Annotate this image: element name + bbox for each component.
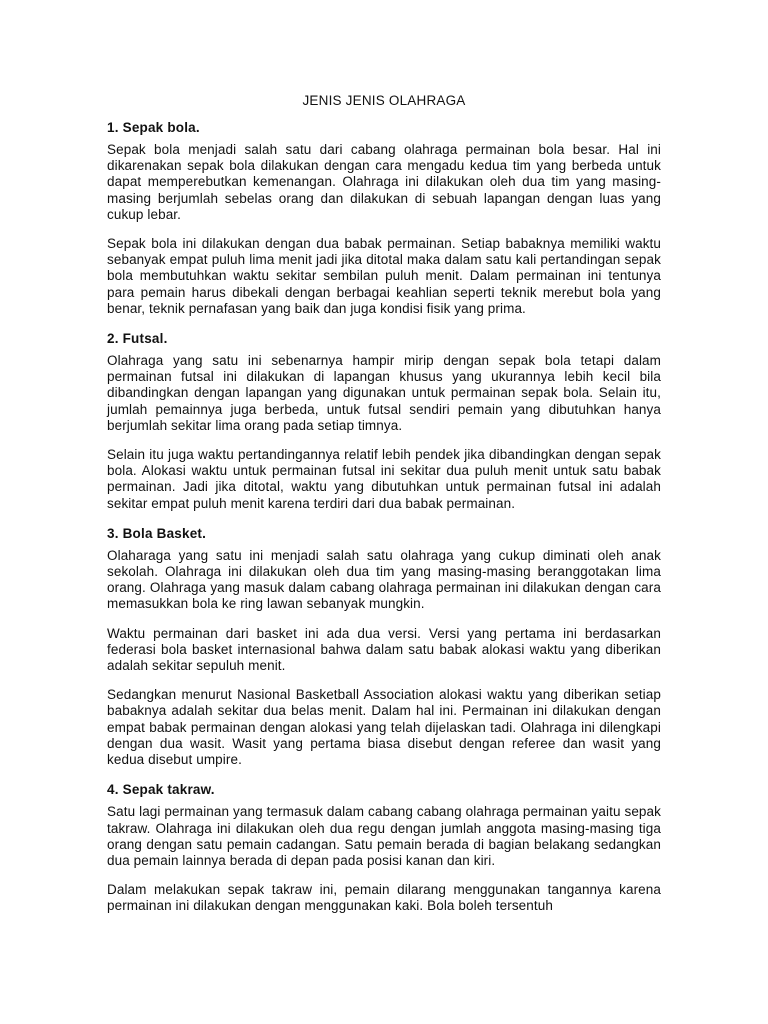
paragraph: Satu lagi permainan yang termasuk dalam cabang cabang olahraga permainan yaitu sepak takraw. Olahraga ini dilakukan oleh dua regu dengan jumlah anggota masing-masing tiga orang dengan satu pemain cadangan. Satu pemain berada di bagian belakang sedangkan dua pemain lainnya berada di depan pada posisi kanan dan kiri.: [107, 804, 661, 868]
document-page: [107, 92, 661, 928]
section-futsal: [107, 330, 661, 512]
section-sepak-takraw: [107, 781, 661, 914]
paragraph: Selain itu juga waktu pertandingannya relatif lebih pendek jika dibandingkan dengan sepak bola. Alokasi waktu untuk permainan futsal ini sekitar dua puluh menit untuk satu babak permainan. Jadi jika ditotal, waktu yang dibutuhkan untuk permainan futsal ini adalah sekitar empat puluh menit karena terdiri dari dua babak permainan.: [107, 447, 661, 511]
section-heading: 4. Sepak takraw.: [107, 782, 215, 798]
section-bola-basket: [107, 525, 661, 768]
section-sepak-bola: [107, 119, 661, 317]
section-heading: 1. Sepak bola.: [107, 120, 200, 135]
paragraph: Olahraga yang satu ini sebenarnya hampir mirip dengan sepak bola tetapi dalam permainan futsal ini dilakukan di lapangan khusus yang ukurannya lebih kecil bila dibandingkan dengan lapangan yang digunakan untuk permainan sepak bola. Selain itu, jumlah pemainnya juga berbeda, untuk futsal sendiri pemain yang dibutuhkan hanya berjumlah sekitar lima orang pada setiap timnya.: [107, 353, 661, 433]
paragraph: Sedangkan menurut Nasional Basketball Association alokasi waktu yang diberikan setiap babaknya adalah sekitar dua belas menit. Dalam hal ini. Permainan ini dilakukan dengan empat babak permainan dengan alokasi yang telah dijelaskan tadi. Olahraga ini dilengkapi dengan dua wasit. Wasit yang pertama biasa disebut dengan referee dan wasit yang kedua disebut umpire.: [107, 687, 661, 768]
paragraph: Dalam melakukan sepak takraw ini, pemain dilarang menggunakan tangannya karena permainan ini dilakukan dengan menggunakan kaki. Bola boleh tersentuh: [107, 882, 661, 914]
paragraph: Waktu permainan dari basket ini ada dua versi. Versi yang pertama ini berdasarkan federasi bola basket internasional bahwa dalam satu babak alokasi waktu yang diberikan adalah sekitar sepuluh menit.: [107, 625, 661, 674]
section-heading: 2. Futsal.: [107, 331, 168, 347]
document-title: JENIS JENIS OLAHRAGA: [302, 93, 466, 108]
paragraph: Sepak bola menjadi salah satu dari cabang olahraga permainan bola besar. Hal ini dikarenakan sepak bola dilakukan dengan cara mengadu kedua tim yang berbeda untuk dapat memperebutkan kemenangan. Olahraga ini dilakukan oleh dua tim yang masing-masing berjumlah sebelas orang dan dilakukan di sebuah lapangan dengan luas yang cukup lebar.: [107, 142, 661, 222]
paragraph: Sepak bola ini dilakukan dengan dua babak permainan. Setiap babaknya memiliki waktu sebanyak empat puluh lima menit jadi jika ditotal maka dalam satu kali pertandingan sepak bola membutuhkan waktu sekitar sembilan puluh menit. Dalam permainan ini tentunya para pemain harus dibekali dengan berbagai keahlian seperti teknik merebut bola yang benar, teknik pernafasan yang baik dan juga kondisi fisik yang prima.: [107, 236, 661, 316]
section-heading: 3. Bola Basket.: [107, 525, 207, 541]
paragraph: Olaharaga yang satu ini menjadi salah satu olahraga yang cukup diminati oleh anak sekolah. Olahraga ini dilakukan oleh dua tim yang masing-masing beranggotakan lima orang. Olahraga yang masuk dalam cabang olahraga permainan ini dilakukan dengan cara memasukkan bola ke ring lawan sebanyak mungkin.: [107, 547, 661, 612]
